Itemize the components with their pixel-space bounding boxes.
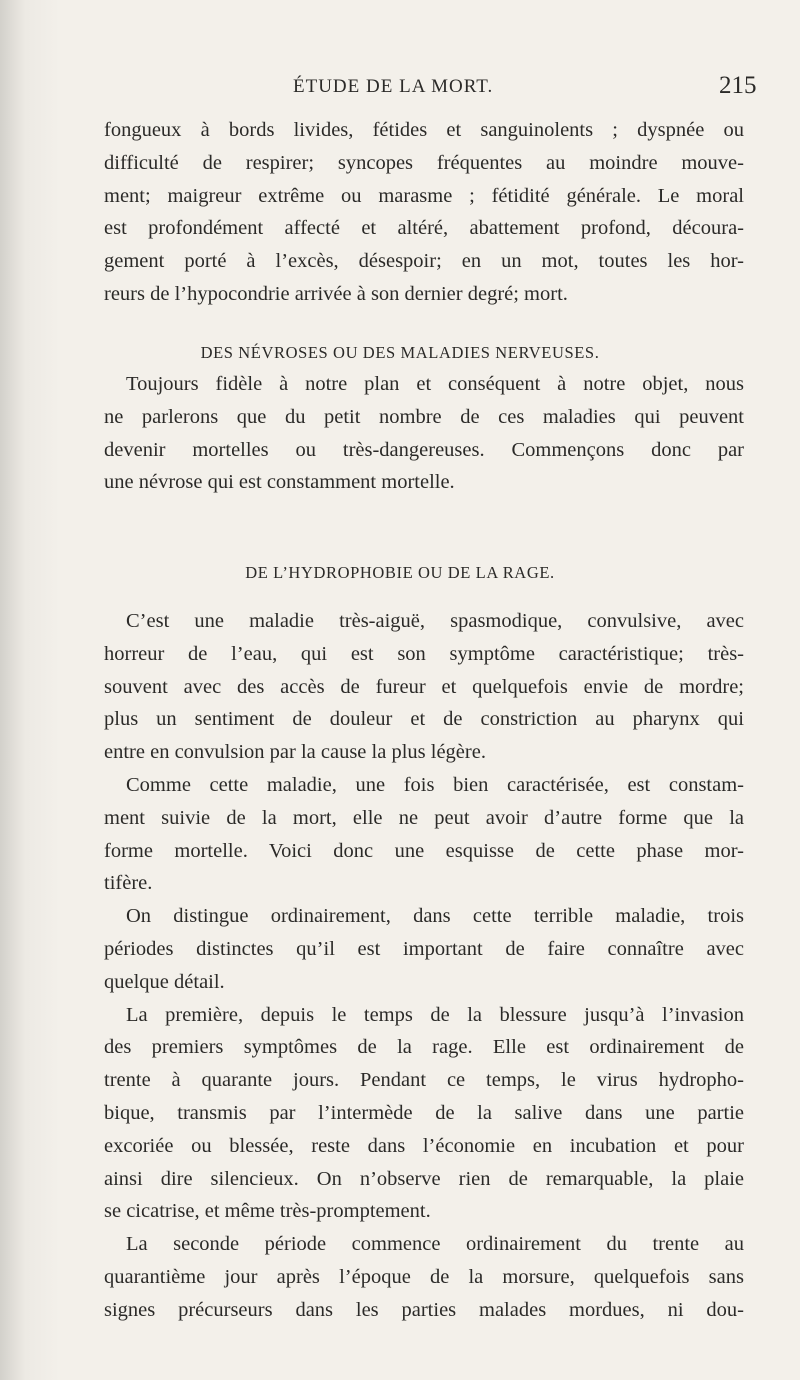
text-line: ment suivie de la mort, elle ne peut avoir d’autre forme que la bbox=[104, 806, 744, 829]
text-line: ment; maigreur extrême ou marasme ; fétidité générale. Le moral bbox=[104, 184, 744, 207]
text-line: périodes distinctes qu’il est important de faire connaître avec bbox=[104, 937, 744, 960]
text-line: forme mortelle. Voici donc une esquisse de cette phase mor- bbox=[104, 839, 744, 862]
page-header bbox=[0, 72, 800, 102]
text-line: se cicatrise, et même très-promptement. bbox=[104, 1200, 431, 1223]
paragraph-nevroses bbox=[104, 368, 744, 499]
text-line: bique, transmis par l’intermède de la salive dans une partie bbox=[104, 1101, 744, 1124]
text-line: trente à quarante jours. Pendant ce temps, le virus hydropho- bbox=[104, 1069, 744, 1092]
text-line: gement porté à l’excès, désespoir; en un mot, toutes les hor- bbox=[104, 250, 744, 273]
text-line: On distingue ordinairement, dans cette terrible maladie, trois bbox=[126, 905, 744, 928]
paragraph-hydrophobie bbox=[104, 605, 744, 1327]
text-line: une névrose qui est constamment mortelle. bbox=[104, 471, 455, 494]
text-line: fongueux à bords livides, fétides et sanguinolents ; dyspnée ou bbox=[104, 119, 744, 141]
text-line: Comme cette maladie, une fois bien caractérisée, est constam- bbox=[126, 773, 744, 796]
text-line: Toujours fidèle à notre plan et conséquent à notre objet, nous bbox=[126, 373, 744, 395]
paragraph-continuation bbox=[104, 114, 744, 311]
text-line: reurs de l’hypocondrie arrivée à son dernier degré; mort. bbox=[104, 282, 568, 305]
text-line: C’est une maladie très-aiguë, spasmodique, convulsive, avec bbox=[126, 610, 744, 632]
section-heading-nevroses: DES NÉVROSES OU DES MALADIES NERVEUSES. bbox=[200, 343, 600, 362]
text-line: entre en convulsion par la cause la plus légère. bbox=[104, 741, 486, 764]
text-line: difficulté de respirer; syncopes fréquentes au moindre mouve- bbox=[104, 151, 744, 174]
text-line: ainsi dire silencieux. On n’observe rien de remarquable, la plaie bbox=[104, 1167, 744, 1190]
text-line: devenir mortelles ou très-dangereuses. Commençons donc par bbox=[104, 438, 744, 461]
text-line: signes précurseurs dans les parties malades mordues, ni dou- bbox=[104, 1298, 744, 1321]
text-line: plus un sentiment de douleur et de constriction au pharynx qui bbox=[104, 708, 744, 731]
text-line: La seconde période commence ordinairement du trente au bbox=[126, 1233, 744, 1256]
text-line: La première, depuis le temps de la blessure jusqu’à l’invasion bbox=[126, 1003, 744, 1026]
text-line: horreur de l’eau, qui est son symptôme caractéristique; très- bbox=[104, 642, 744, 665]
running-title: ÉTUDE DE LA MORT. bbox=[293, 76, 494, 97]
text-line: tifère. bbox=[104, 872, 153, 895]
text-line: ne parlerons que du petit nombre de ces maladies qui peuvent bbox=[104, 405, 744, 428]
text-line: quelque détail. bbox=[104, 970, 225, 993]
text-line: des premiers symptômes de la rage. Elle est ordinairement de bbox=[104, 1036, 744, 1059]
text-line: quarantième jour après l’époque de la morsure, quelquefois sans bbox=[104, 1265, 744, 1288]
text-line: excoriée ou blessée, reste dans l’économie en incubation et pour bbox=[104, 1134, 744, 1157]
section-heading-hydrophobie: DE L’HYDROPHOBIE OU DE LA RAGE. bbox=[245, 563, 555, 582]
text-line: souvent avec des accès de fureur et quelquefois envie de mordre; bbox=[104, 675, 744, 698]
page-number: 215 bbox=[719, 72, 757, 99]
text-line: est profondément affecté et altéré, abattement profond, découra- bbox=[104, 217, 744, 240]
